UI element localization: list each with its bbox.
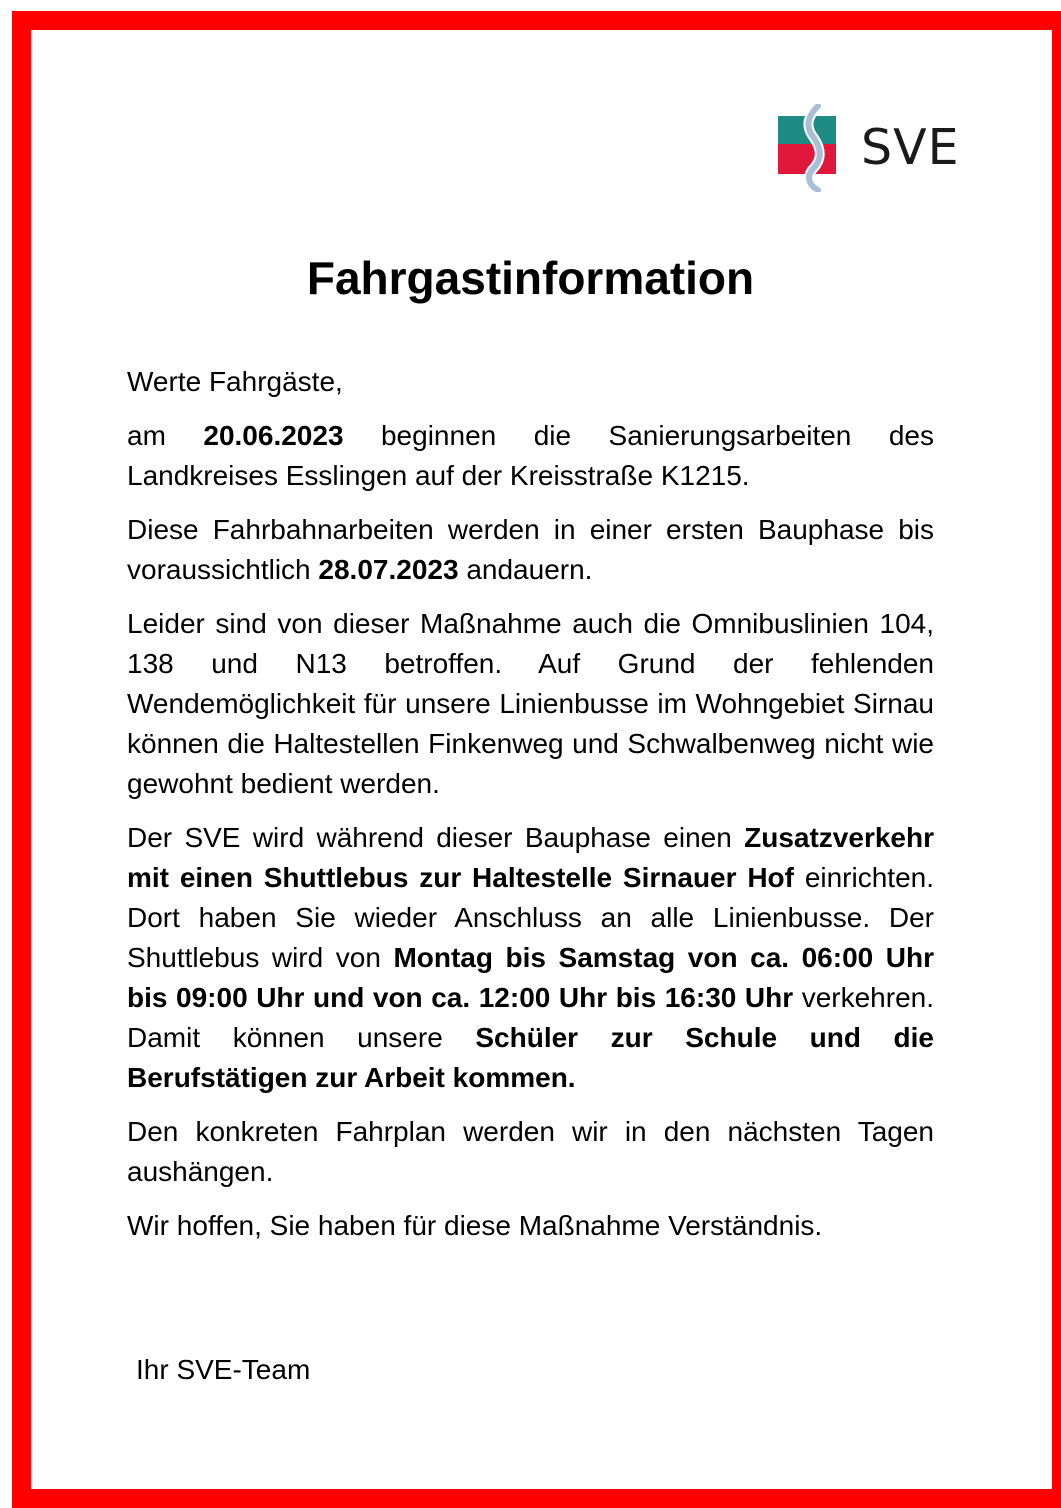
sve-logo-text: SVE (861, 119, 960, 176)
p4-text-e: verkehren. Damit können unsere (127, 982, 935, 1053)
start-date: 20.06.2023 (203, 420, 344, 451)
p1-text-a: am (127, 420, 204, 451)
shuttle-purpose: Schüler zur Schule und die Berufstätigen zur Arbeit kommen. (127, 1022, 934, 1093)
paragraph-timetable: Den konkreten Fahrplan werden wir in den nächsten Tagen aushängen. (127, 1116, 934, 1187)
end-date: 28.07.2023 (318, 554, 459, 585)
paragraph-start-date (127, 416, 934, 496)
p2-text-a: Diese Fahrbahnarbeiten werden in einer ersten Bauphase bis voraussichtlich (127, 514, 934, 585)
signature: Ihr SVE-Team (136, 1354, 311, 1385)
p2-text-c: andauern. (458, 554, 593, 585)
paragraph-closing: Wir hoffen, Sie haben für diese Maßnahme Verständnis. (127, 1210, 823, 1241)
p1-text-c: beginnen die Sanierungsarbeiten des Landkreises Esslingen auf der Kreisstraße K1215. (127, 420, 934, 491)
page-title: Fahrgastinformation (306, 252, 755, 304)
sve-logo-mark (778, 104, 840, 192)
greeting: Werte Fahrgäste, (127, 366, 343, 397)
paragraph-end-date (127, 510, 934, 590)
paragraph-shuttle (127, 818, 934, 1098)
sve-logo (778, 104, 960, 192)
p4-text-c: einrichten. Dort haben Sie wieder Anschluss an alle Linienbusse. Der Shuttlebus wird von (127, 862, 934, 973)
p4-text-a: Der SVE wird während dieser Bauphase einen (127, 822, 745, 853)
shuttle-times: Montag bis Samstag von ca. 06:00 Uhr bis 09:00 Uhr und von ca. 12:00 Uhr bis 16:30 Uhr (127, 942, 934, 1013)
paragraph-affected-lines: Leider sind von dieser Maßnahme auch die Omnibuslinien 104, 138 und N13 betroffen. Auf Grund der fehlenden Wendemöglichkeit für unsere Linienbusse im Wohngebiet Sirnau können die Haltestellen Finkenweg und Schwalbenweg nicht wie gewohnt bedient werden. (127, 608, 934, 799)
notice-body (127, 362, 934, 1260)
shuttle-service: Zusatzverkehr mit einen Shuttlebus zur Haltestelle Sirnauer Hof (127, 822, 934, 893)
